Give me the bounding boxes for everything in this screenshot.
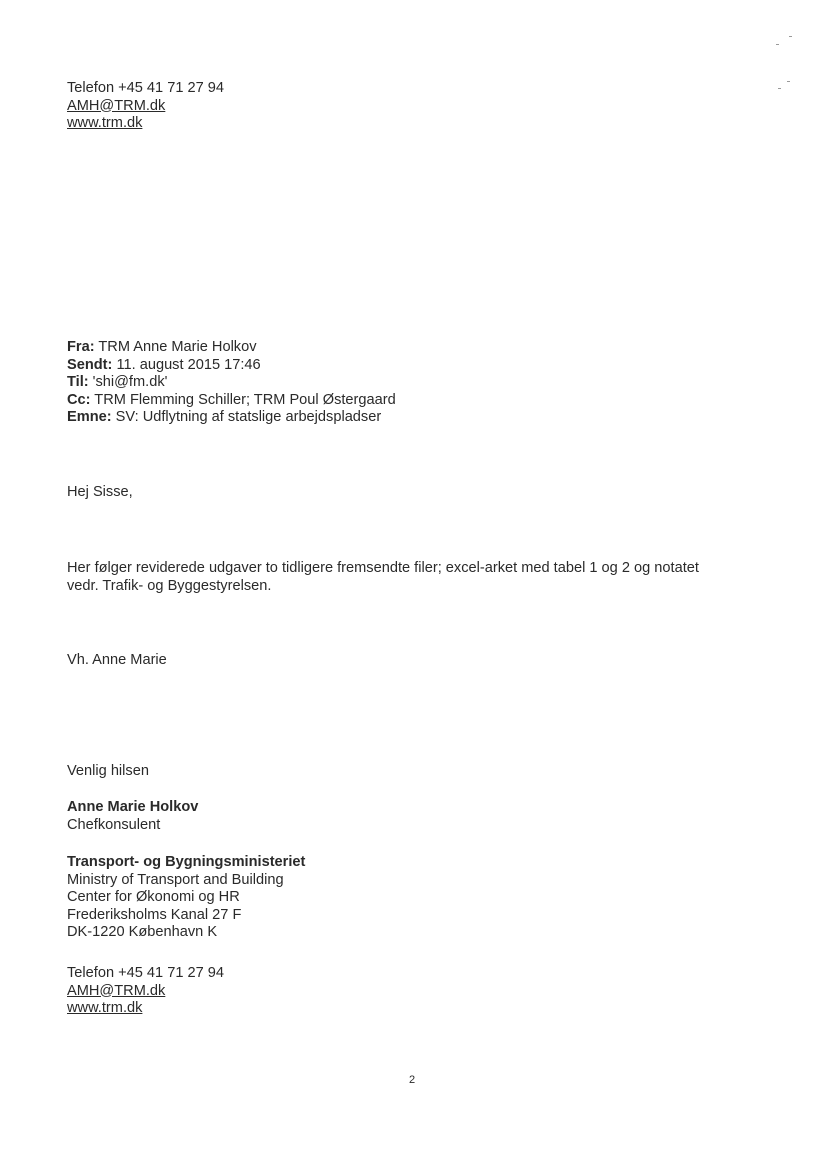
header-to: [67, 374, 396, 392]
org-name-en: Ministry of Transport and Building: [67, 871, 284, 888]
org-address-1: Frederiksholms Kanal 27 F: [67, 906, 242, 923]
signature-org: [67, 854, 305, 942]
signature-name: Anne Marie Holkov: [67, 799, 199, 815]
top-email-link[interactable]: AMH@TRM.dk: [67, 97, 166, 114]
header-sent: [67, 357, 396, 375]
signature-person: [67, 799, 198, 834]
to-value: 'shi@fm.dk': [88, 374, 168, 390]
cc-label: Cc:: [67, 391, 91, 408]
top-web-link[interactable]: www.trm.dk: [67, 115, 143, 131]
signature-phone: Telefon +45 41 71 27 94: [67, 965, 225, 981]
to-label: Til:: [67, 374, 89, 390]
paragraph-line-1: Her følger reviderede udgaver to tidligere fremsendte filer; excel-arket med tabel 1 og 2 og notatet: [67, 560, 699, 576]
from-value: TRM Anne Marie Holkov: [94, 339, 257, 355]
greeting: Hej Sisse,: [67, 484, 133, 500]
signature-closing: Venlig hilsen: [67, 763, 149, 779]
org-department: Center for Økonomi og HR: [67, 889, 240, 905]
header-subject: [67, 409, 396, 427]
signature-email-link[interactable]: AMH@TRM.dk: [67, 982, 166, 999]
top-contact-block: [67, 80, 224, 133]
signature-title: Chefkonsulent: [67, 816, 161, 833]
header-cc: [67, 392, 396, 410]
sent-value: 11. august 2015 17:46: [112, 356, 261, 373]
org-name: Transport- og Bygningsministeriet: [67, 854, 306, 870]
cc-value: TRM Flemming Schiller; TRM Poul Østergaard: [90, 391, 396, 408]
org-address-2: DK-1220 København K: [67, 924, 218, 940]
page-number: 2: [409, 1074, 416, 1086]
sent-label: Sendt:: [67, 356, 113, 373]
top-phone: Telefon +45 41 71 27 94: [67, 80, 225, 96]
header-from: [67, 339, 396, 357]
signoff: Vh. Anne Marie: [67, 652, 167, 668]
scan-mark: [787, 81, 790, 82]
from-label: Fra:: [67, 339, 95, 355]
subject-value: SV: Udflytning af statslige arbejdspladser: [111, 409, 382, 425]
email-header: [67, 339, 396, 427]
scan-mark: [789, 36, 792, 37]
scan-mark: [776, 44, 779, 45]
signature-web-link[interactable]: www.trm.dk: [67, 1000, 143, 1016]
body-paragraph: [67, 560, 699, 595]
subject-label: Emne:: [67, 409, 112, 425]
paragraph-line-2: vedr. Trafik- og Byggestyrelsen.: [67, 577, 272, 594]
scan-mark: [778, 88, 781, 89]
signature-contact: [67, 965, 224, 1018]
